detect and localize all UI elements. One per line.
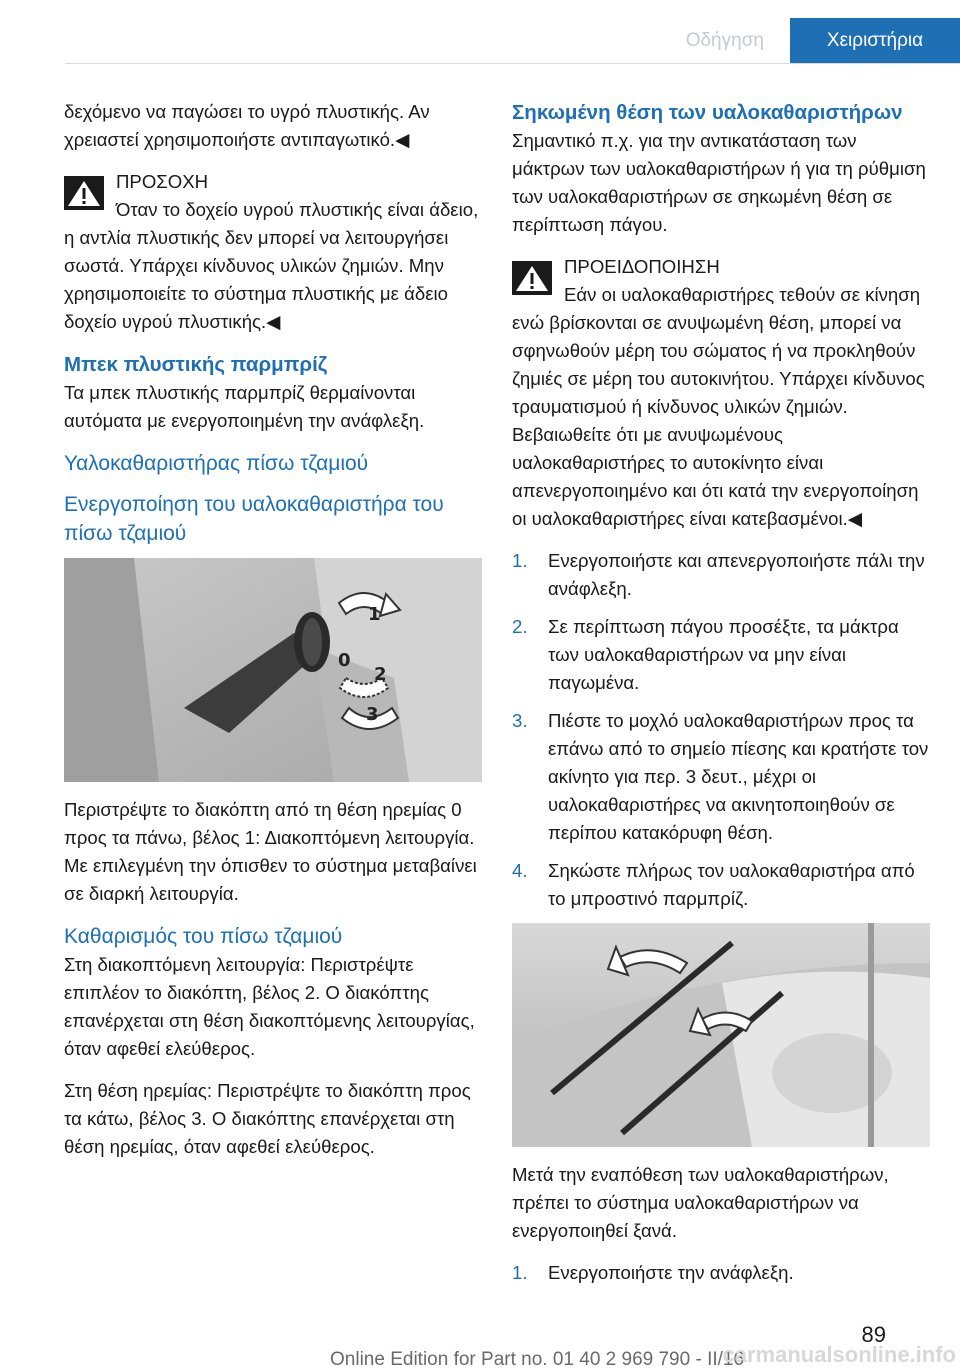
figure-label-3: 3: [366, 704, 379, 725]
step-number: 1.: [512, 550, 528, 571]
figure-label-2: 2: [374, 664, 387, 685]
step-text: Σηκώστε πλήρως τον υαλοκαθαριστήρα από το μπροστινό παρμπρίζ.: [548, 860, 915, 909]
caution-title: ΠΡΟΣΟΧΗ: [116, 171, 209, 192]
tab-controls[interactable]: Χειριστήρια: [790, 18, 960, 63]
warning-notice: [512, 253, 930, 533]
figure-label-0: 0: [338, 650, 351, 671]
page-footer: [0, 1314, 960, 1370]
step-number: 2.: [512, 616, 528, 637]
turn-switch-paragraph: Περιστρέψτε το διακόπτη από τη θέση ηρεμίας 0 προς τα πάνω, βέλος 1: Διακοπτόμενη λειτουργία. Με επιλεγμένη την όπισθεν το σύστημα μεταβαίνει σε διαρκή λειτουργία.: [64, 799, 477, 904]
folded-steps-list: [512, 547, 930, 913]
rear-wiper-switch-figure: [64, 558, 482, 782]
step-text: Σε περίπτωση πάγου προσέξτε, τα μάκτρα των υαλοκαθαριστήρων να μην είναι παγωμένα.: [548, 616, 899, 693]
warning-title: ΠΡΟΕΙΔΟΠΟΙΗΣΗ: [564, 256, 720, 277]
warning-text: Εάν οι υαλοκαθαριστήρες τεθούν σε κίνηση ενώ βρίσκονται σε ανυψωμένη θέση, μπορεί να σφηνωθούν μέρη του σώματος ή να προκληθούν ζημιές σε μέρη του αυτοκινήτου. Υπάρχει κίνδυνος τραυματισμού ή κίνδυνος υλικών ζημιών. Βεβαιωθείτε ότι με ανυψωμένους υαλοκαθαριστήρες το αυτοκίνητο είναι απενεργοποιημένο και ότι κατά την ενεργοποίηση οι υαλοκαθαριστήρες είναι κατεβασμένοι.◀: [512, 284, 925, 529]
after-paragraph: Μετά την εναπόθεση των υαλοκαθαριστήρων, πρέπει το σύστημα υαλοκαθαριστήρων να ενεργοποιηθεί ξανά.: [512, 1164, 889, 1241]
right-column: [512, 98, 930, 1297]
header-rule: [65, 63, 960, 64]
heading-rear-wiper: Υαλοκαθαριστήρας πίσω τζαμιού: [64, 452, 369, 475]
figure-label-1: 1: [368, 604, 381, 625]
intro-paragraph: δεχόμενο να παγώσει το υγρό πλυστικής. Αν χρειαστεί χρησιμοποιήστε αντιπαγωτικό.◀: [64, 101, 430, 150]
list-item: [512, 1259, 930, 1287]
washer-jets-paragraph: Τα μπεκ πλυστικής παρμπρίζ θερμαίνονται αυτόματα με ενεργοποιημένη την ανάφλεξη.: [64, 382, 425, 431]
folded-paragraph: Σημαντικό π.χ. για την αντικατάσταση των μάκτρων των υαλοκαθαριστήρων ή για τη ρύθμιση των υαλοκαθαριστήρων σε σηκωμένη θέση σε περίπτωση πάγου.: [512, 130, 926, 235]
clean-paragraph-1: Στη διακοπτόμενη λειτουργία: Περιστρέψτε επιπλέον το διακόπτη, βέλος 2. Ο διακόπτης επανέρχεται στη θέση διακοπτόμενης λειτουργίας, όταν αφεθεί ελεύθερος.: [64, 954, 475, 1059]
caution-text: Όταν το δοχείο υγρού πλυστικής είναι άδειο, η αντλία πλυστικής δεν μπορεί να λειτουργήσει σωστά. Υπάρχει κίνδυνος υλικών ζημιών. Μην χρησιμοποιείτε το σύστημα πλυστικής με άδειο δοχείο υγρού πλυστικής.◀: [64, 199, 479, 332]
warning-triangle-icon: [64, 176, 104, 210]
step-text: Ενεργοποιήστε την ανάφλεξη.: [548, 1262, 794, 1283]
step-number: 3.: [512, 710, 528, 731]
heading-folded-position: Σηκωμένη θέση των υαλοκαθαριστήρων: [512, 101, 903, 124]
step-number: 1.: [512, 1262, 528, 1283]
list-item: [512, 613, 930, 697]
step-number: 4.: [512, 860, 528, 881]
heading-washer-jets: Μπεκ πλυστικής παρμπρίζ: [64, 353, 328, 376]
chapter-tabs: [660, 18, 960, 63]
tab-driving[interactable]: Οδήγηση: [660, 18, 790, 63]
watermark: carmanualsonline.info: [722, 1342, 956, 1367]
clean-paragraph-2: Στη θέση ηρεμίας: Περιστρέψτε το διακόπτη προς τα κάτω, βέλος 3. Ο διακόπτης επανέρχεται στη θέση ηρεμίας, όταν αφεθεί ελεύθερος.: [64, 1080, 471, 1157]
list-item: [512, 857, 930, 913]
list-item: [512, 707, 930, 847]
step-text: Ενεργοποιήστε και απενεργοποιήστε πάλι την ανάφλεξη.: [548, 550, 925, 599]
page-number: 89: [861, 1322, 886, 1347]
heading-rear-wiper-activate: Ενεργοποίηση του υαλοκαθαριστήρα του πίσω τζαμιού: [64, 493, 444, 545]
caution-notice: [64, 168, 482, 336]
warning-triangle-icon: [512, 261, 552, 295]
step-text: Πιέστε το μοχλό υαλοκαθαριστήρων προς τα επάνω από το σημείο πίεσης και κρατήστε τον ακίνητο για περ. 3 δευτ., μέχρι οι υαλοκαθαριστήρες να ακινητοποιηθούν σε περίπου κατακόρυφη θέση.: [548, 710, 929, 843]
final-steps-list: [512, 1259, 930, 1287]
heading-rear-window-clean: Καθαρισμός του πίσω τζαμιού: [64, 925, 343, 948]
left-column: [64, 98, 482, 1175]
list-item: [512, 547, 930, 603]
edition-text: Online Edition for Part no. 01 40 2 969 790 - II/16: [330, 1349, 745, 1370]
windshield-wipers-figure: [512, 923, 930, 1147]
